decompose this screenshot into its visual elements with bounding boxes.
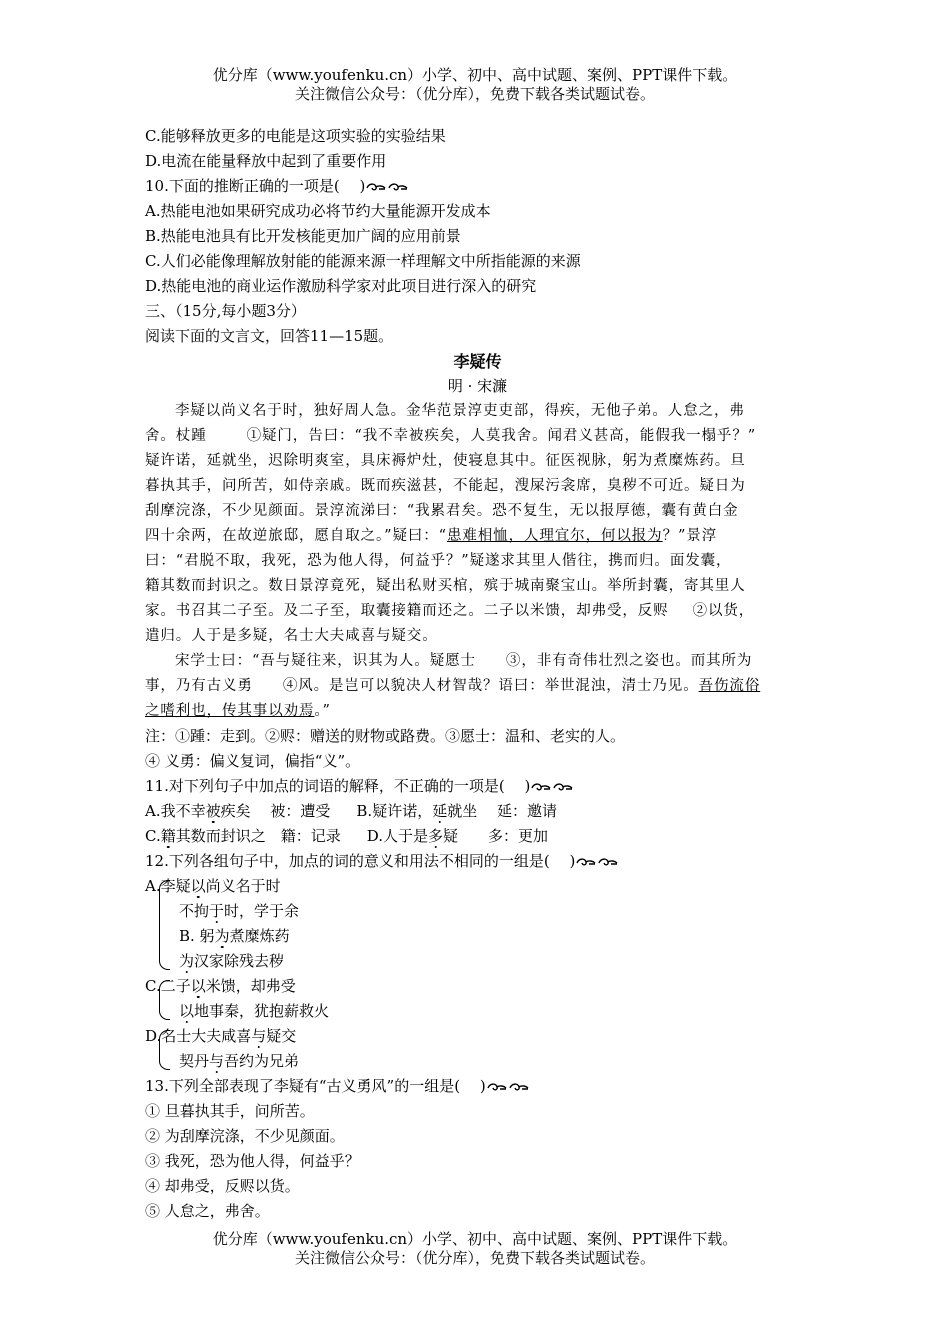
underlined-sentence: 患难相恤，人理宜尔，何以报为 xyxy=(446,528,663,544)
q11-option-d: D.人于是 xyxy=(366,827,429,845)
passage-text: 事，乃有古义勇 xyxy=(145,678,253,694)
dotted-word: 籍 xyxy=(160,827,176,845)
q12-text: 二子 xyxy=(160,977,191,995)
passage-author: 明 · 宋濂 xyxy=(447,377,508,395)
ornament-icon xyxy=(575,857,621,867)
passage-line: 李疑以尚义名于时，独好周人急。金华范景淳吏吏部，得疾，无他子弟。人怠之，弗 xyxy=(175,403,745,419)
dotted-word: 以 xyxy=(190,877,206,895)
dotted-word: 于 xyxy=(209,902,225,920)
q11-stem xyxy=(145,774,810,799)
q11-options-cd xyxy=(145,824,810,849)
dotted-word: 多 xyxy=(428,827,444,845)
option-label: B. 躬 xyxy=(179,927,215,945)
passage-paragraph-2 xyxy=(145,649,810,724)
passage-text: ？”景淳 xyxy=(662,528,718,544)
q13-item: ① 旦暮执其手，问所苦。 xyxy=(145,1102,315,1120)
dotted-word: 与 xyxy=(209,1052,225,1070)
dotted-word: 以 xyxy=(190,977,206,995)
passage-text: 舍。杖踵 xyxy=(145,428,207,444)
brace-icon xyxy=(159,880,170,970)
passage-text: ④风。是岂可以貌决人材智哉？语曰：举世混浊，清士乃见。 xyxy=(282,678,699,694)
q12-option-d-line-2 xyxy=(145,1049,810,1074)
passage-line xyxy=(145,524,810,549)
passage-text: ②以货， xyxy=(692,603,755,619)
passage-line xyxy=(145,599,810,624)
q13-item: ⑤ 人怠之，弗舍。 xyxy=(145,1202,270,1220)
passage-line: 暮执其手，问所苦，如侍亲戚。既而疾滋甚，不能起，溲屎污衾席，臭秽不可近。疑日为 xyxy=(145,478,746,494)
passage-line: 刮摩浣涤，不少见颜面。景淳流涕曰：“我累君矣。恐不复生，无以报厚德，囊有黄白金 xyxy=(145,503,739,519)
ornament-icon xyxy=(530,782,576,792)
passage-text: 。” xyxy=(314,703,331,719)
q12-stem xyxy=(145,849,810,874)
q12-text: 汉家除残去秽 xyxy=(194,952,285,970)
q9-option-d: D.电流在能量释放中起到了重要作用 xyxy=(145,152,387,170)
q12-text: 名士大夫咸喜 xyxy=(161,1027,252,1045)
q11-option-d-rest: 疑 多：更加 xyxy=(443,827,549,845)
brace-icon xyxy=(159,1030,170,1070)
q10-option-a: A.热能电池如果研究成功必将节约大量能源开发成本 xyxy=(145,202,491,220)
passage-line xyxy=(145,424,810,449)
dotted-word: 与 xyxy=(251,1027,267,1045)
q12-option-ab xyxy=(145,874,810,974)
passage-line: 曰：“君脱不取，我死，恐为他人得，何益乎？”疑遂求其里人偕往，携而归。面发囊， xyxy=(145,553,732,569)
q9-option-c: C.能够释放更多的电能是这项实验的实验结果 xyxy=(145,127,446,145)
passage-line xyxy=(145,699,810,724)
page-header xyxy=(0,66,950,104)
q13-stem xyxy=(145,1074,810,1099)
notes-line-1: 注：①踵：走到。②赆：赠送的财物或路费。③愿士：温和、老实的人。 xyxy=(145,727,626,745)
q12-text: 契丹 xyxy=(179,1052,210,1070)
q13-item: ④ 却弗受，反赆以货。 xyxy=(145,1177,300,1195)
q12-option-c-line-1 xyxy=(145,974,810,999)
passage-line xyxy=(145,649,810,674)
q10-stem-text: 10.下面的推断正确的一项是( ) xyxy=(145,177,366,195)
dotted-word: 为 xyxy=(179,952,195,970)
q10-option-d: D.热能电池的商业运作激励科学家对此项目进行深入的研究 xyxy=(145,277,537,295)
underlined-sentence: 之嗜利也，传其事以劝焉 xyxy=(145,703,315,719)
section-heading: 三、（15分,每小题3分） xyxy=(145,302,306,320)
section-instruction: 阅读下面的文言文，回答11—15题。 xyxy=(145,327,394,345)
q11-option-c-rest: 其数而封识之 籍：记录 xyxy=(175,827,341,845)
passage-text: ①疑门，告曰：“我不幸被疾矣，人莫我舍。闻君义甚高，能假我一榻乎？” xyxy=(246,428,757,444)
passage-text: 家。书召其二子至。及二子至，取囊接籍而还之。二子以米馈，却弗受，反赆 xyxy=(145,603,669,619)
q12-text: 吾约为兄弟 xyxy=(224,1052,300,1070)
passage-title: 李疑传 xyxy=(453,352,502,371)
brace-icon xyxy=(159,980,170,1020)
q12-option-a-line-2 xyxy=(145,899,810,924)
underlined-sentence: 吾伤流俗 xyxy=(698,678,761,694)
q12-option-d-line-1 xyxy=(145,1024,810,1049)
footer-line-1: 优分库（www.youfenku.cn）小学、初中、高中试题、案例、PPT课件下载。 xyxy=(212,1230,738,1248)
footer-line-2: 关注微信公众号：（优分库），免费下载各类试题试卷。 xyxy=(294,1249,655,1267)
dotted-word: 以 xyxy=(179,1002,195,1020)
passage-line: 籍其数而封识之。数日景淳竟死，疑出私财买棺，殡于城南聚宝山。举所封囊，寄其里人 xyxy=(145,578,746,594)
q12-option-b-line-1 xyxy=(145,924,810,949)
page-content xyxy=(145,124,810,1224)
option-label: D. xyxy=(145,1027,162,1045)
q12-stem-text: 12.下列各组句子中，加点的词的意义和用法不相同的一组是( ) xyxy=(145,852,576,870)
q11-option-a-rest: 疾矣 被：遭受 xyxy=(220,802,331,820)
q12-text: 尚义名于时 xyxy=(205,877,281,895)
header-line-2: 关注微信公众号：（优分库），免费下载各类试题试卷。 xyxy=(294,85,655,103)
q13-stem-text: 13.下列全部表现了李疑有“古义勇风”的一组是( ) xyxy=(145,1077,486,1095)
q11-stem-text: 11.对下列句子中加点的词语的解释，不正确的一项是( ) xyxy=(145,777,531,795)
q12-option-d xyxy=(145,1024,810,1074)
ornament-icon xyxy=(486,1082,532,1092)
q11-option-c: C. xyxy=(145,827,161,845)
option-label: A. xyxy=(145,877,161,895)
header-line-1: 优分库（www.youfenku.cn）小学、初中、高中试题、案例、PPT课件下载。 xyxy=(212,66,738,84)
q12-text: 疑交 xyxy=(266,1027,297,1045)
q11-option-a: A.我不幸 xyxy=(145,802,206,820)
option-label: C. xyxy=(145,977,161,995)
ornament-icon xyxy=(365,182,411,192)
passage-line xyxy=(145,674,810,699)
passage-text: ③，非有奇伟壮烈之姿也。而其所为 xyxy=(505,653,753,669)
q12-text: 李疑 xyxy=(160,877,191,895)
q10-option-b: B.热能电池具有比开发核能更加广阔的应用前景 xyxy=(145,227,461,245)
passage-text: 四十余两，在故逆旅邸，愿自取之。”疑曰：“ xyxy=(145,528,447,544)
passage-line: 遣归。人于是多疑，名士大夫咸喜与疑交。 xyxy=(145,628,438,644)
q12-text: 时，学于余 xyxy=(224,902,300,920)
passage-paragraph-1 xyxy=(145,399,810,649)
q11-option-b-rest: 就坐 延：邀请 xyxy=(447,802,557,820)
q12-text: 米馈，却弗受 xyxy=(205,977,296,995)
q13-item: ③ 我死，恐为他人得，何益乎？ xyxy=(145,1152,360,1170)
q12-text: 煮糜炼药 xyxy=(229,927,290,945)
dotted-word: 延 xyxy=(432,802,448,820)
q12-text: 不拘 xyxy=(179,902,210,920)
dotted-word: 为 xyxy=(214,927,230,945)
q13-item: ② 为刮摩浣涤，不少见颜面。 xyxy=(145,1127,345,1145)
q12-option-c-line-2 xyxy=(145,999,810,1024)
q11-option-b: B.疑许诺， xyxy=(356,802,433,820)
q12-option-b-line-2 xyxy=(145,949,810,974)
page-footer xyxy=(0,1230,950,1268)
passage-text: 宋学士曰：“吾与疑往来，识其为人。疑愿士 xyxy=(175,653,476,669)
notes-line-2: ④ 义勇：偏义复词，偏指“义”。 xyxy=(145,752,361,770)
q12-option-a-line-1 xyxy=(145,874,810,899)
q12-option-c xyxy=(145,974,810,1024)
dotted-word: 被 xyxy=(205,802,221,820)
passage-line: 疑许诺，延就坐，迟除明爽室，具床褥炉灶，使寝息其中。征医视脉，躬为煮糜炼药。旦 xyxy=(145,453,746,469)
q11-options-ab xyxy=(145,799,810,824)
q10-option-c: C.人们必能像理解放射能的能源来源一样理解文中所指能源的来源 xyxy=(145,252,581,270)
q12-text: 地事秦，犹抱薪救火 xyxy=(194,1002,330,1020)
q10-stem xyxy=(145,174,810,199)
